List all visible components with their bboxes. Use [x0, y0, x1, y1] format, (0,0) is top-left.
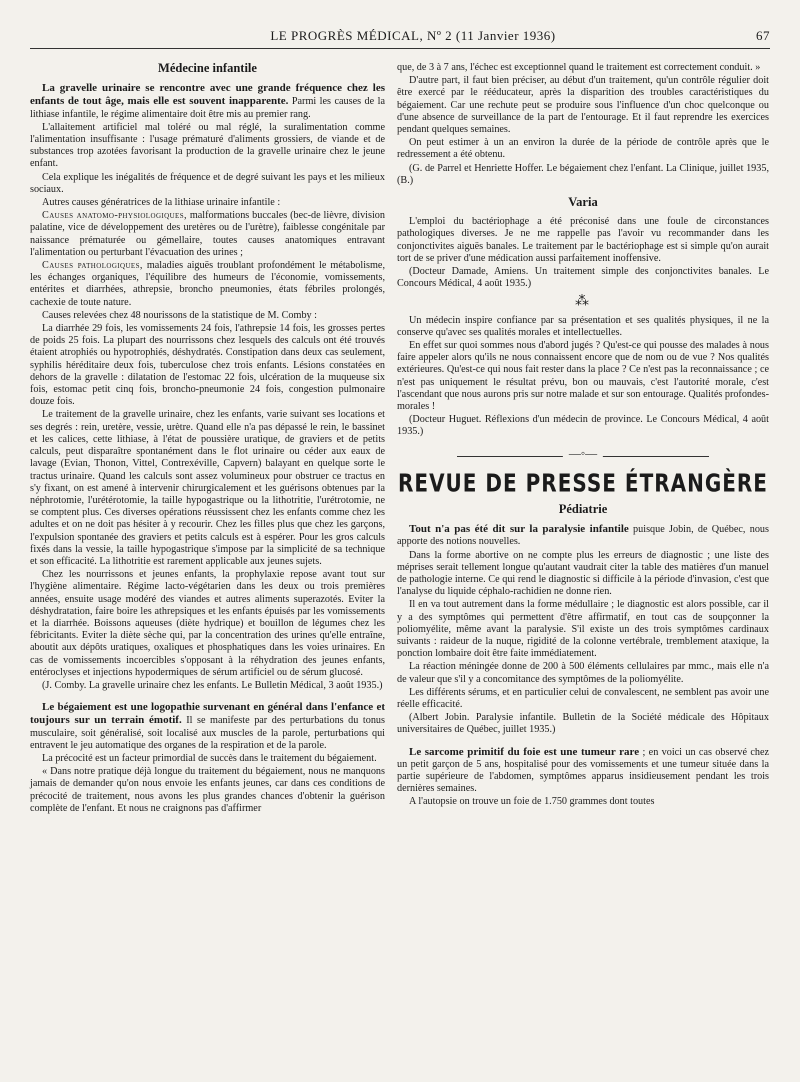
paragraph: Causes anatomo-physiologiques, malformations buccales (bec-de lièvre, division palatine, vice de développement des uretères ou de l'urètre), faiblesse congénitale par naissance prématurée ou gémellaire, toutes causes anatomiques entravant l'alimentation ou perturbant l'évacuation des urines ;: [30, 210, 385, 258]
divider-ornament: —◦—: [563, 447, 603, 459]
source-citation: (G. de Parrel et Henriette Hoffer. Le bégaiement chez l'enfant. La Clinique, juillet 1935, (B.): [397, 162, 769, 186]
source-citation: (Docteur Damade, Amiens. Un traitement simple des conjonctivites banales. Le Concours Médical, 4 août 1935.): [397, 266, 769, 290]
paragraph: On peut estimer à un an environ la durée de la période de contrôle après que le redressement a été obtenu.: [397, 137, 769, 161]
paragraph: L'emploi du bactériophage a été préconisé dans une foule de circonstances pathologiques diverses. Je ne me rappelle pas l'avoir vu recommander dans les conjonctivites aiguës banales. Le traitement par le bactériophage est si simple qu'on aurait tort de se priver d'une médication aussi parfaitement inoffensive.: [397, 216, 769, 264]
paragraph: Le bégaiement est une logopathie survenant en général dans l'enfance et toujours sur un terrain émotif. Il se manifeste par des perturbations du tonus musculaire, soit généralisé, soit localisé aux muscles de la parole, perturbations qui entravent le jeu automatique des organes de la respiration et de la parole.: [30, 701, 385, 751]
source-citation: (Albert Jobin. Paralysie infantile. Bulletin de la Société médicale des Hôpitaux universitaires de Québec, juillet 1935.): [397, 712, 769, 736]
revue-presse-title: REVUE DE PRESSE ÉTRANGÈRE: [398, 467, 768, 498]
paragraph: Le traitement de la gravelle urinaire, chez les enfants, varie suivant ses locations et ses degrés : rein, uretère, vessie, urètre. Quand elle n'a pas dépassé le rein, le bassinet et les calices, cette lithiase, à l'état de poussière uratique, de graviers et de petits calculs, peut disparaître spontanément dans le flot urinaire ou céder aux eaux de lavage (Evian, Thonon, Vittel, Contrexéville, Capvern) balayant en quelque sorte le tractus urinaire. Quand les calculs sont assez volumineux pour obstruer ce tractus en s'y fixant, on est amené à intervenir chirurgicalement et les guérisons obtenues par la néphrotomie, l'urétérotomie, la taille hypogastrique ou la lithotritie, l'urétrotomie, ne se comptent plus. Ces diverses opérations réussissent chez les enfants comme chez les adultes et on ne doit pas hésiter à y recourir. Chez les filles plus que chez les garçons, l'expulsion spontanée des graviers et petits calculs est à espérer. Pour les gros calculs fixés dans la vessie, la taille hypogastrique s'impose par la simplicité de sa technique et son efficacité. La lithotritie est rarement applicable aux jeunes sujets.: [30, 409, 385, 567]
paragraph: D'autre part, il faut bien préciser, au début d'un traitement, qu'un contrôle régulier doit être exercé par le rééducateur, après la disparition des troubles caractéristiques du bégaiement. Car une rechute peut se produire sous l'influence d'un choc quelconque ou d'une absence de surveillance de la part de l'entourage. Et il faut reprendre les exercices pendant quelques semaines.: [397, 75, 769, 136]
paragraph: Autres causes génératrices de la lithiase urinaire infantile :: [42, 197, 281, 209]
lead-text: Le bégaiement est une logopathie survenant en général dans l'enfance et toujours sur un terrain émotif.: [30, 701, 385, 727]
paragraph: Causes pathologiques, maladies aiguës troublant profondément le métabolisme, les échanges organiques, l'équilibre des humeurs de l'économie, vomissements, entérites et diarrhées, athrepsie, broncho pneumonies, états fébriles prolongés, cachexie de toute nature.: [30, 260, 385, 308]
paragraph: que, de 3 à 7 ans, l'échec est exceptionnel quand le traitement est correctement conduit. »: [397, 62, 761, 73]
paragraph: L'allaitement artificiel mal toléré ou mal réglé, la suralimentation comme l'alimentation insuffisante : l'usage prématuré d'aliments grossiers, de viande et de substances trop azotées favorisant la production de la gravelle urinaire chez le jeune enfant.: [30, 121, 385, 170]
paragraph: Tout n'a pas été dit sur la paralysie infantile puisque Jobin, de Québec, nous apporte des notions nouvelles.: [397, 523, 769, 548]
paragraph: La réaction méningée donne de 200 à 500 éléments cellulaires par mmc., mais elle n'a de valeur que s'il y a concomitance des symptômes de la poliomyélite.: [397, 661, 769, 685]
header-rule: [30, 48, 770, 49]
journal-title: LE PROGRÈS MÉDICAL, Nº 2 (11 Janvier 1936): [270, 28, 556, 43]
page-number: 67: [756, 28, 770, 43]
section-title-pediatrie: Pédiatrie: [558, 501, 608, 516]
paragraph: Dans la forme abortive on ne compte plus les erreurs de diagnostic ; une liste des méprises serait tellement longue qu'autant vaudrait citer la table des matières d'un manuel de pathologie interne. Ce qui rend le diagnostic si difficile à la période d'invasion, c'est que l'analyse du liquide céphalo-rachidien ne donne rien.: [397, 549, 769, 598]
paragraph: Chez les nourrissons et jeunes enfants, la prophylaxie repose avant tout sur l'hygiène alimentaire. Régime lacto-végétarien dans les deux ou trois premières années, ensuite usage modéré des viandes et autres aliments superazotés. Eviter la déshydratation, faire boire les athrepsiques et les enfants épuisés par les vomissements et la diarrhée. Boissons aqueuses (diète hydrique) et bouillon de légumes chez les fébricitants. Eviter la diète sèche qui, par la concentration des urines qu'elle entraîne, aboutit aux dépôts uratiques, oxaliques et phosphatiques dans les voies urinaires. En cas de vomissements incoercibles s'opposant à la réhydration des jeunes enfants, entéroclyses et injections hypodermiques de sérum artificiel ou de sérum glucosé.: [30, 569, 385, 678]
paragraph: Le sarcome primitif du foie est une tumeur rare ; en voici un cas observé chez un petit garçon de 5 ans, hospitalisé pour des vomissements et une tumeur située dans la partie supérieure de l'abdomen, symptômes apparus insidieusement pendant les trois dernières semaines.: [397, 745, 769, 795]
paragraph: A l'autopsie on trouve un foie de 1.750 grammes dont toutes: [409, 796, 655, 808]
section-divider: [397, 445, 769, 469]
paragraph: La gravelle urinaire se rencontre avec une grande fréquence chez les enfants de tout âge, mais elle est souvent inapparente. Parmi les causes de la lithiase infantile, le régime alimentaire doit être mis au premier rang.: [30, 82, 385, 120]
lead-text: Tout n'a pas été dit sur la paralysie infantile: [409, 523, 629, 536]
source-citation: (J. Comby. La gravelle urinaire chez les enfants. Le Bulletin Médical, 3 août 1935.): [42, 679, 383, 691]
section-title-medecine-infantile: Médecine infantile: [158, 61, 257, 75]
paragraph: Il en va tout autrement dans la forme médullaire ; le diagnostic est alors possible, car il y a des symptômes qui permettent d'être affirmatif, en tout cas de soupçonner la poliomyélite, même avant la paralysie. S'il existe un des trois symptômes cardinaux suivants : raideur de la nuque, rigidité de la colonne vertébrale, tremblement ataxique, la ponction lombaire doit être faite immédiatement.: [397, 599, 769, 660]
right-column: [397, 62, 769, 810]
left-column: [30, 62, 385, 816]
running-header: [30, 28, 770, 44]
paragraph: La diarrhée 29 fois, les vomissements 24 fois, l'athrepsie 14 fois, les grosses pertes de poids 25 fois. La plupart des nourrissons chez lesquels des calculs ont été trouvés étaient atrophiés ou hypotrophiés, déshydratés. Constipation dans deux cas seulement, syphilis héréditaire deux fois, tuberculose chez trois enfants. Lésions constatées en dehors de la gravelle : dilatation de l'estomac 22 fois, ulcération de la muqueuse six fois, estomac petit cinq fois, broncho-pneumonie 24 fois, congestion pulmonaire douze fois.: [30, 323, 385, 408]
paragraph: Cela explique les inégalités de fréquence et de degré suivant les pays et les milieux sociaux.: [30, 171, 385, 195]
paragraph: Les différents sérums, et en particulier celui de convalescent, ne semblent pas avoir une réelle efficacité.: [397, 686, 769, 710]
lead-text: La gravelle urinaire se rencontre avec une grande fréquence chez les enfants de tout âge, mais elle est souvent inapparente.: [30, 82, 385, 108]
section-title-varia: Varia: [568, 195, 598, 210]
paragraph: La précocité est un facteur primordial de succès dans le traitement du bégaiement.: [42, 752, 377, 764]
paragraph: Un médecin inspire confiance par sa présentation et ses qualités physiques, il ne la conserve qu'avec ses qualités morales et intellectuelles.: [397, 314, 769, 338]
paragraph: Causes relevées chez 48 nourissons de la statistique de M. Comby :: [42, 309, 318, 321]
lead-text: Le sarcome primitif du foie est une tumeur rare: [409, 745, 640, 758]
paragraph: « Dans notre pratique déjà longue du traitement du bégaiement, nous ne manquons jamais de demander qu'on nous envoie les enfants jeunes, car dans ces conditions de précocité de traitement, nous avons les plus grandes chances d'obtenir la guérison complète de l'enfant. Et nous ne craignons pas d'affirmer: [30, 766, 385, 814]
paragraph: En effet sur quoi sommes nous d'abord jugés ? Qu'est-ce qui pousse des malades à nous faire appeler alors qu'ils ne nous connaissent encore que de nom ou de vue ? Nos qualités extérieures. Qu'est-ce qui nous fait rester dans la place ? Ce n'est pas la reconnaissance ; ce n'est pas uniquement le résultat prévu, bon ou mauvais, c'est l'autorité morale, c'est l'ascendant que nous aurons pris sur notre malade et sur son entourage. Qualités profondes-morales !: [397, 340, 769, 413]
source-citation: (Docteur Huguet. Réflexions d'un médecin de province. Le Concours Médical, 4 août 1935.): [397, 414, 769, 438]
asterism-ornament: ⁂: [575, 294, 591, 310]
